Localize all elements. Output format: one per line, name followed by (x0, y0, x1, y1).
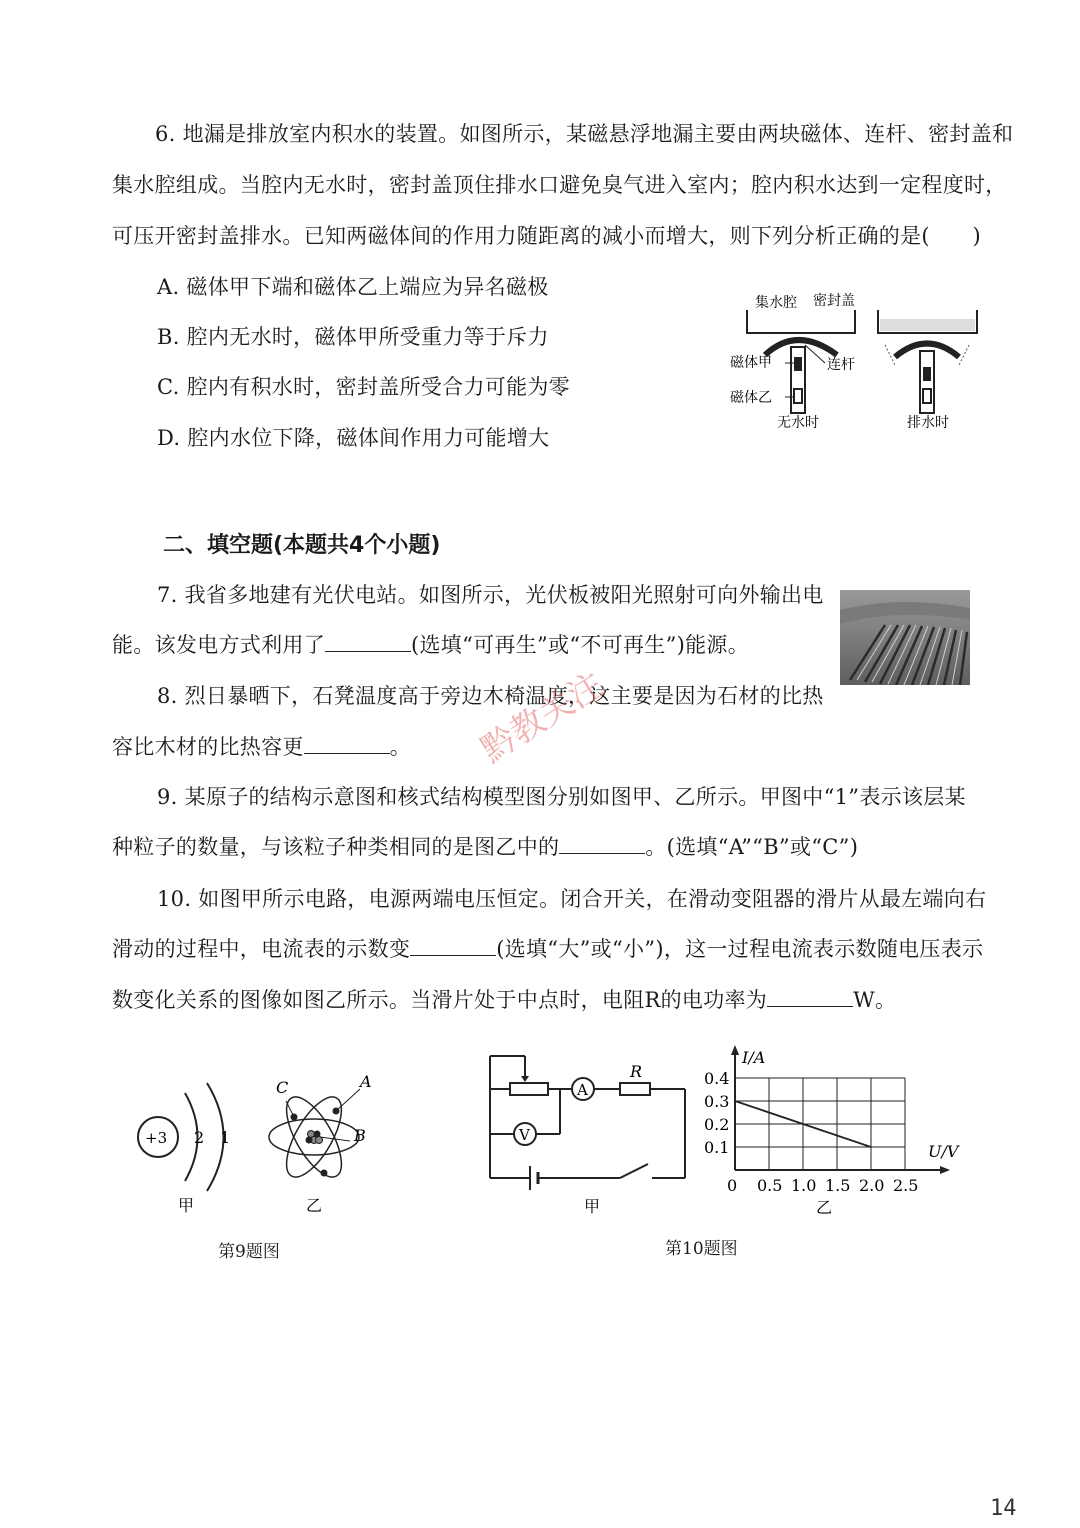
label-c: C (276, 1078, 289, 1097)
q8-line1: 8. 烈日暴晒下，石凳温度高于旁边木椅温度，这主要是因为石材的比热 (157, 684, 824, 708)
y-tick-label: 0.1 (704, 1138, 730, 1157)
x-tick-label: 2.0 (859, 1176, 885, 1195)
q8-text-before-blank: 容比木材的比热容更 (112, 735, 304, 759)
label-magnet-a: 磁体甲 (730, 355, 772, 371)
floor-drain-figure (725, 285, 985, 440)
ammeter-label: A (577, 1081, 588, 1099)
y-tick-label: 0.4 (704, 1069, 730, 1088)
q10-line3 (112, 986, 896, 1014)
q10-line2 (112, 935, 983, 963)
x-tick-label: 1.0 (791, 1176, 817, 1195)
q6-line1: 6. 地漏是排放室内积水的装置。如图所示，某磁悬浮地漏主要由两块磁体、连杆、密封盖和 (155, 122, 1014, 146)
q6-option-b: B. 腔内无水时，磁体甲所受重力等于斥力 (157, 325, 549, 349)
q9-text-after-blank: 。(选填“A”“B”或“C”) (645, 835, 859, 859)
label-rod: 连杆 (827, 357, 855, 373)
label-b: B (354, 1126, 366, 1145)
q7-text-after-blank: (选填“可再生”或“不可再生”)能源。 (411, 633, 750, 657)
q6-option-d: D. 腔内水位下降，磁体间作用力可能增大 (157, 426, 550, 450)
x-axis-label: U/V (928, 1142, 959, 1161)
q9-line2 (112, 833, 858, 861)
q10-line1: 10. 如图甲所示电路，电源两端电压恒定。闭合开关，在滑动变阻器的滑片从最左端向右 (157, 887, 987, 911)
shell-2-count: 1 (220, 1128, 231, 1147)
q10-unit: W。 (853, 988, 897, 1012)
q6-line2: 集水腔组成。当腔内无水时，密封盖顶住排水口避免臭气进入室内；腔内积水达到一定程度时， (112, 173, 1007, 197)
x-tick-label: 1.5 (825, 1176, 851, 1195)
q10-text-after-blank: (选填“大”或“小”)，这一过程电流表示数随电压表示 (496, 937, 984, 961)
solar-panel-photo (840, 590, 970, 685)
q9-line1: 9. 某原子的结构示意图和核式结构模型图分别如图甲、乙所示。甲图中“1”表示该层某 (157, 785, 966, 809)
label-a: A (360, 1072, 372, 1091)
q10-answer-blank-1 (410, 935, 496, 956)
label-jia: 甲 (178, 1196, 195, 1215)
x-tick-label: 0 (727, 1176, 738, 1195)
q6-option-a: A. 磁体甲下端和磁体乙上端应为异名磁极 (157, 275, 549, 299)
q6-line3: 可压开密封盖排水。已知两磁体间的作用力随距离的减小而增大，则下列分析正确的是( ) (112, 224, 981, 248)
caption-no-water: 无水时 (777, 415, 819, 431)
chart-grid (735, 1078, 905, 1170)
figure-10-caption: 第10题图 (665, 1239, 738, 1259)
q9-answer-blank (559, 833, 645, 854)
figure-10-circuit (480, 1048, 700, 1218)
q10-text-before-blank: 滑动的过程中，电流表的示数变 (112, 937, 411, 961)
figure-10-chart (700, 1045, 970, 1220)
q7-line2 (112, 631, 749, 659)
label-cover: 密封盖 (813, 293, 855, 309)
q6-option-c: C. 腔内有积水时，密封盖所受合力可能为零 (157, 375, 570, 399)
caption-draining: 排水时 (907, 415, 949, 431)
watermark: 黔教关注 (474, 664, 611, 771)
label-yi: 乙 (306, 1196, 323, 1215)
q8-answer-blank (304, 733, 390, 754)
x-tick-label: 0.5 (757, 1176, 783, 1195)
y-tick-label: 0.2 (704, 1115, 730, 1134)
q9-text-before-blank: 种粒子的数量，与该粒子种类相同的是图乙中的 (112, 835, 560, 859)
q7-answer-blank (325, 631, 411, 652)
q8-line2 (112, 733, 411, 761)
label-magnet-b: 磁体乙 (730, 390, 772, 406)
resistor-label: R (630, 1062, 643, 1081)
x-tick-label: 2.5 (893, 1176, 919, 1195)
q10-text-before-blank-2: 数变化关系的图像如图乙所示。当滑片处于中点时，电阻R的电功率为 (112, 988, 768, 1012)
q10-answer-blank-2 (767, 986, 853, 1007)
voltmeter-label: V (519, 1126, 530, 1144)
shell-1-count: 2 (194, 1128, 205, 1147)
page-number: 14 (990, 1496, 1017, 1521)
chart-label-yi: 乙 (816, 1198, 833, 1217)
q7-text-before-blank: 能。该发电方式利用了 (112, 633, 325, 657)
figure-9-caption: 第9题图 (218, 1242, 280, 1262)
y-axis-label: I/A (742, 1048, 766, 1067)
label-chamber: 集水腔 (755, 295, 797, 311)
nucleus-charge: +3 (145, 1129, 168, 1147)
q8-text-after-blank: 。 (389, 735, 412, 759)
y-tick-label: 0.3 (704, 1092, 730, 1111)
q7-line1: 7. 我省多地建有光伏电站。如图所示，光伏板被阳光照射可向外输出电 (157, 583, 824, 607)
section-title: 二、填空题(本题共4个小题) (163, 533, 441, 558)
figure-9 (130, 1065, 390, 1220)
circuit-label-jia: 甲 (584, 1197, 601, 1216)
